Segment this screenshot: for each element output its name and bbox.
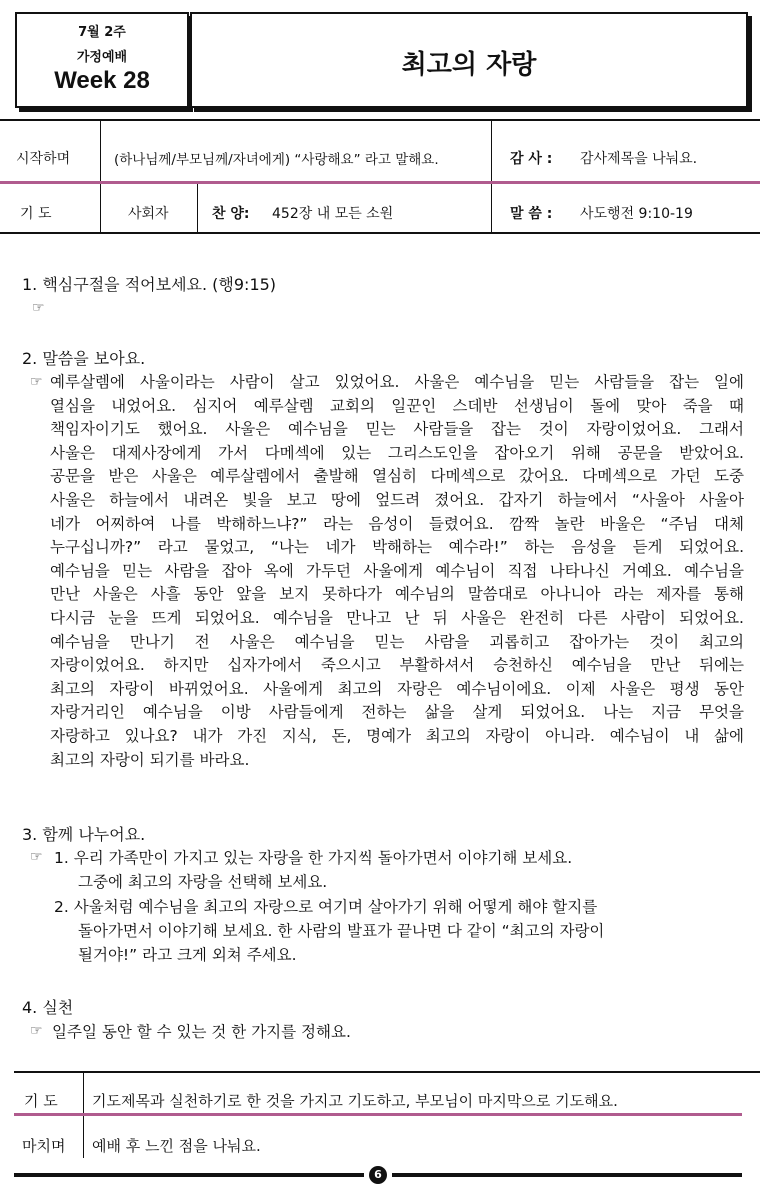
footer-rule-right <box>392 1173 742 1177</box>
section-3-heading: 3. 함께 나누어요. <box>22 825 146 844</box>
discussion-item-2-line-1: 2. 사울처럼 예수님을 최고의 자랑으로 여기며 살아가기 위해 어떻게 해야 할지를 <box>54 898 598 916</box>
thanks-label: 감 사 : <box>510 151 553 167</box>
page-title: 최고의 자랑 <box>401 50 537 80</box>
week-number: Week 28 <box>54 67 150 94</box>
discussion-item-2-line-3: 될거야!” 라고 크게 외쳐 주세요. <box>78 946 297 964</box>
start-label: 시작하며 <box>16 151 71 167</box>
scripture-line: 책임자이기도 했어요. 사울은 예수님을 믿는 사람들을 잡는 것이 자랑이었어요. 그래서 <box>50 420 744 439</box>
worship-type: 가정예배 <box>76 50 128 65</box>
scripture-line: 자랑하고 있나요? 내가 가진 지식, 돈, 명예가 최고의 자랑이 아니라. 예수님이 내 삶에 <box>50 726 744 745</box>
discussion-item-1-line-1: 1. 우리 가족만이 가지고 있는 자랑을 한 가지씩 돌아가면서 이야기해 보세요. <box>54 849 573 867</box>
scripture-line: 다시금 눈을 뜨게 되었어요. 예수님을 만나고 난 뒤 사울은 완전히 다른 사람이 되었어요. <box>50 608 744 627</box>
start-content: (하나님께/부모님께/자녀에게) “사랑해요” 라고 말해요. <box>114 152 439 168</box>
week-box <box>15 12 189 108</box>
table-divider <box>197 184 198 232</box>
scripture-line: 예수님을 믿는 사람을 잡아 옥에 가두던 사울에게 예수님이 직접 나타나신 거예요. 예수님을 <box>50 561 744 580</box>
closing-pink-divider <box>14 1113 742 1116</box>
scripture-line: 자랑거리인 예수님을 이방 사람들에게 전하는 삶을 살게 되었어요. 나는 지금 무엇을 <box>50 703 744 722</box>
scripture-line: 최고의 자랑이 바뀌었어요. 사울에게 최고의 자랑은 예수님이에요. 이제 사울은 평생 동안 <box>50 679 744 698</box>
discussion-item-1-line-2: 그중에 최고의 자랑을 선택해 보세요. <box>78 873 328 891</box>
closing-end-label: 마치며 <box>22 1137 66 1155</box>
discussion-item-2-line-2: 돌아가면서 이야기해 보세요. 한 사람의 발표가 끝나면 다 같이 “최고의 자랑이 <box>78 922 605 940</box>
hymn-label: 찬 양: <box>212 206 250 222</box>
scripture-line: 만난 사울은 사흘 동안 앞을 보지 못하다가 예수님의 말씀대로 아나니아 라는 제자를 통해 <box>50 585 744 604</box>
closing-divider <box>83 1116 84 1158</box>
section-4-heading: 4. 실천 <box>22 998 74 1017</box>
section-1-heading: 1. 핵심구절을 적어보세요. (행9:15) <box>22 275 277 294</box>
word-content: 사도행전 9:10-19 <box>580 206 693 222</box>
hymn-content: 452장 내 모든 소원 <box>272 206 394 222</box>
closing-prayer-text: 기도제목과 실천하기로 한 것을 가지고 기도하고, 부모님이 마지막으로 기도해요. <box>92 1092 618 1110</box>
scripture-story <box>50 371 744 772</box>
scripture-line: 누구십니까?” 라고 물었고, “나는 네가 박해하는 예수라!” 하는 음성을 듣게 되었어요. <box>50 538 744 557</box>
practice-text: 일주일 동안 할 수 있는 것 한 가지를 정해요. <box>52 1023 351 1041</box>
week-date: 7월 2주 <box>78 25 126 40</box>
page-number: 6 <box>369 1166 387 1184</box>
table-divider <box>100 184 101 232</box>
leader-label: 사회자 <box>128 206 169 222</box>
scripture-line: 예수님을 만나기 전 사울은 예수님을 믿는 사람을 괴롭히고 잡아가는 것이 최고의 <box>50 632 744 651</box>
closing-top-border <box>14 1071 760 1073</box>
scripture-line: 최고의 자랑이 되기를 바라요. <box>50 750 250 769</box>
hand-pointer-icon: ☞ <box>30 1023 43 1039</box>
footer-rule-left <box>14 1173 364 1177</box>
scripture-line: 열심을 내었어요. 심지어 예루살렘 교회의 일꾼인 스데반 선생님이 돌에 맞아 죽을 때 <box>50 396 744 415</box>
hand-pointer-icon: ☞ <box>32 300 45 316</box>
hand-pointer-icon: ☞ <box>30 849 43 865</box>
table-bottom-border <box>0 232 760 234</box>
scripture-line: 예루살렘에 사울이라는 사람이 살고 있었어요. 사울은 예수님을 믿는 사람들을 잡는 일에 <box>50 373 744 391</box>
closing-prayer-label: 기 도 <box>24 1092 58 1110</box>
word-label: 말 씀 : <box>510 206 553 222</box>
pink-divider <box>0 181 760 184</box>
scripture-line: 사울은 하늘에서 내려온 빛을 보고 땅에 엎드려 졌어요. 갑자기 하늘에서 “사울아 사울아 <box>50 490 744 509</box>
scripture-line: 공문을 받은 사울은 예루살렘에서 출발해 열심히 다메섹으로 갔어요. 다메섹으로 가던 도중 <box>50 467 744 486</box>
thanks-content: 감사제목을 나눠요. <box>580 151 698 167</box>
table-top-border <box>0 119 760 121</box>
hand-pointer-icon: ☞ <box>30 374 43 390</box>
table-divider <box>491 184 492 232</box>
closing-divider <box>83 1073 84 1113</box>
scripture-line: 자랑이었어요. 하지만 십자가에서 죽으시고 부활하셔서 승천하신 예수님을 만난 뒤에는 <box>50 656 744 675</box>
scripture-line: 네가 어찌하여 나를 박해하느냐?” 라는 음성이 들렸어요. 깜짝 놀란 바울은 “주님 대체 <box>50 514 744 533</box>
section-2-heading: 2. 말씀을 보아요. <box>22 349 146 368</box>
table-divider <box>100 121 101 181</box>
title-box <box>190 12 748 108</box>
scripture-line: 사울은 대제사장에게 가서 다메섹에 있는 그리스도인을 잡아오기 위해 공문을 받았어요. <box>50 443 744 462</box>
prayer-label: 기 도 <box>20 206 52 222</box>
table-divider <box>491 121 492 181</box>
closing-end-text: 예배 후 느낀 점을 나눠요. <box>92 1137 261 1155</box>
